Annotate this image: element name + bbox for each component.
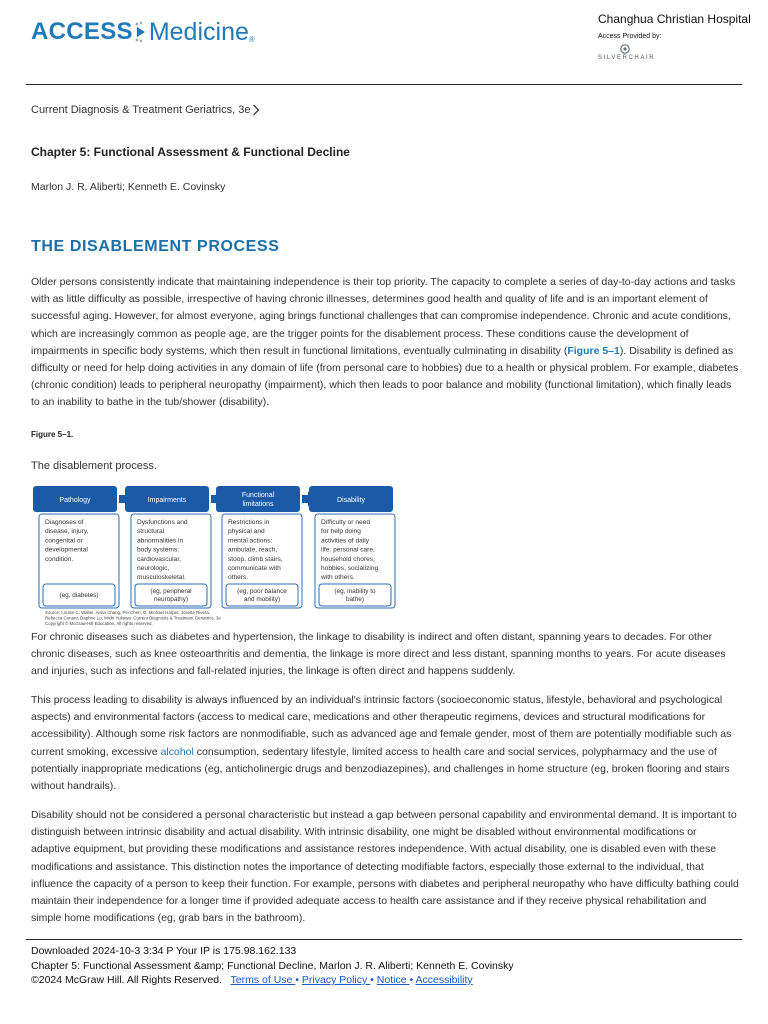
footer-chapter-info: Chapter 5: Functional Assessment &amp; Functional Decline, Marlon J. R. Aliberti; Kenneth E. Covinsky: [31, 960, 514, 972]
stage-description-line: body systems:: [137, 546, 180, 554]
stage-description-line: hobbies, socializing: [321, 565, 379, 572]
stage-example: (eg, inability to: [334, 588, 376, 595]
footer-download-info: Downloaded 2024-10-3 3:34 P Your IP is 175.98.162.133: [31, 945, 297, 957]
notice-link[interactable]: Notice: [376, 974, 410, 986]
stage-description-line: household chores,: [321, 555, 375, 563]
footer-copyright: ©2024 McGraw Hill. All Rights Reserved.: [31, 974, 222, 986]
chevron-right-icon: [252, 104, 260, 116]
logo-registered-mark: ®: [248, 35, 255, 44]
alcohol-link[interactable]: alcohol: [160, 745, 194, 758]
stage-description-line: condition.: [45, 555, 74, 563]
silverchair-name: SILVERCHAIR: [598, 55, 656, 61]
stage-description-line: Difficulty or need: [321, 519, 370, 526]
stage-example: (eg, poor balance: [237, 588, 287, 595]
paragraph-3-text-a: This process leading to disability is always influenced by an individual's intrinsic factors (socioeconomic status, lifestyle, behavioral and psychological aspects) and environmental factors (access to medical care, medications and other therapeutic regimens, devices and structural modifications for accessibility). Although some risk factors are nonmodifiable, such as advanced age and female gender, most of them are potentially modifiable such as current smoking, excessive: [31, 694, 732, 758]
logo-access-text: ACCESS: [31, 18, 133, 45]
stage-description-line: communicate with: [228, 565, 281, 572]
section-title: THE DISABLEMENT PROCESS: [31, 238, 280, 255]
figure-source-line: Source: Louise C. Walter, Anna Chang, Pei Chen, G. Michael Harper, Josette Rivera,: [45, 610, 211, 615]
stage-description-line: ambulate, reach,: [228, 546, 278, 554]
terms-of-use-link[interactable]: Terms of Use: [230, 974, 296, 986]
stage-description-line: neurologic,: [137, 565, 170, 572]
logo-medicine-text: Medicine: [148, 17, 249, 46]
stage-description-line: congenital or: [45, 537, 83, 545]
privacy-policy-link[interactable]: Privacy Policy: [301, 974, 371, 986]
stage-title: Functional: [241, 492, 275, 499]
disablement-process-figure: [31, 484, 401, 630]
breadcrumb-book-link[interactable]: Current Diagnosis & Treatment Geriatrics, 3e: [31, 104, 251, 116]
stage-description-line: disease, injury,: [45, 528, 89, 536]
figure-label: Figure 5–1.: [31, 430, 74, 439]
stage-header-box: [216, 486, 300, 512]
stage-description-line: physical and: [228, 528, 265, 536]
stage-description-line: abnormalities in: [137, 537, 184, 545]
header-divider: [26, 84, 742, 85]
institution-name: Changhua Christian Hospital: [598, 12, 751, 26]
footer-links-row: [31, 974, 473, 986]
logo-chevron-icon: [134, 21, 148, 43]
paragraph-3-text-b: consumption, sedentary lifestyle, limited access to health care and social services, polypharmacy and the use of potentially inappropriate medications (eg, anticholinergic drugs and benzodiazepines), and challenges in home structure (eg, broken flooring and stairs without handrails).: [31, 745, 730, 793]
paragraph-1-text-a: Older persons consistently indicate that maintaining independence is their top priority. The capacity to complete a series of day-to-day actions and tasks with as little difficulty as possible, irrespective of having chronic illnesses, determines good health and quality of life and is an important element of successful aging. However, for almost everyone, aging brings functional challenges that can compromise independence. Chronic and acute conditions, which are increasingly common as people age, are the trigger points for the disablement process. These conditions cause the development of impairments in specific body systems, which then result in functional limitations, eventually culminating in disability (: [31, 276, 736, 357]
paragraph-4: Disability should not be considered a personal characteristic but instead a gap between personal capability and environmental demand. It is important to distinguish between intrinsic disability and actual disability. With intrinsic disability, one might be disabled without environmental modifications or adaptive equipment, but providing these modifications and assistance restores independence. With actual disability, one is disabled even with these modifications and assistance. This distinction notes the importance of detecting modifiable factors, especially those external to the individual, that influence the capacity of a person to keep their function. For example, persons with diabetes and peripheral neuropathy who have difficulty bathing could maintain their independence for a longer time if provided adequate access to health care assistance and if they receive physical rehabilitation and simple home modifications (eg, grab bars in the bathroom).: [31, 809, 739, 925]
figure-source-line: Copyright © McGraw-Hill Education. All rights reserved.: [45, 621, 153, 626]
figure-source-line: Rebecca Conant, Daphne Lo, Michi Yukawa: Current Diagnosis & Treatment Geriatrics, 3e: [45, 615, 221, 621]
paragraph-2: For chronic diseases such as diabetes and hypertension, the linkage to disability is indirect and often distant, spanning years to decades. For other chronic diseases, such as knee osteoarthritis and dementia, the linkage is more direct and less distant, spanning months to years. For acute diseases and injuries, such as infections and fall-related injuries, the linkage is often direct and happens suddenly.: [31, 631, 726, 678]
stage-description-line: Restrictions in: [228, 519, 270, 526]
stage-description-line: cardiovascular,: [137, 555, 181, 563]
stage-description-line: Dysfunctions and: [137, 519, 188, 526]
accessibility-link[interactable]: Accessibility: [415, 974, 473, 986]
stage-description-line: for help doing: [321, 528, 361, 536]
stage-description-line: stoop, climb stairs,: [228, 555, 283, 563]
stage-description-line: structural: [137, 528, 165, 536]
footer-bullet: •: [295, 974, 299, 986]
stage-description-line: Diagnoses of: [45, 519, 84, 526]
stage-example: (eg, peripheral: [150, 588, 192, 595]
stage-description-line: musculoskeletal.: [137, 574, 186, 582]
access-provided-label: Access Provided by:: [598, 33, 662, 40]
stage-description-line: activities of daily: [321, 537, 370, 545]
chapter-title: Chapter 5: Functional Assessment & Functional Decline: [31, 145, 350, 159]
stage-example: neuropathy): [153, 596, 189, 603]
stage-title: limitations: [242, 501, 274, 508]
stage-description-line: life: personal care,: [321, 546, 375, 554]
paragraph-1-text-b: ). Disability is defined as difficulty or need for help doing activities in any domain of life (from personal care to hobbies) due to a health or physical problem. For example, diabetes (chronic condition) leads to peripheral neuropathy (impairment), which then leads to poor balance and mobility (functional limitation), which finally leads to an inability to bathe in the tub/shower (disability).: [31, 344, 739, 409]
stage-title: Disability: [336, 497, 366, 504]
stage-description-line: mental actions:: [228, 537, 273, 545]
stage-description-line: others.: [228, 574, 249, 582]
stage-example: (eg, diabetes): [59, 592, 99, 599]
paragraph-1: [31, 274, 739, 412]
breadcrumb[interactable]: [31, 104, 260, 116]
accessmedicine-logo[interactable]: [31, 12, 255, 52]
stage-description-line: with others.: [321, 574, 355, 582]
stage-description-line: developmental: [45, 546, 88, 554]
figure-caption: The disablement process.: [31, 460, 157, 472]
stage-example: and mobility): [243, 596, 281, 603]
paragraph-3: [31, 692, 739, 795]
footer-divider: [26, 939, 742, 940]
stage-title: Pathology: [59, 497, 91, 504]
footer-bullet: •: [409, 974, 414, 986]
stage-example: bathe): [345, 596, 365, 603]
footer-bullet: •: [370, 974, 374, 986]
stage-title: Impairments: [147, 497, 187, 504]
chapter-authors: Marlon J. R. Aliberti; Kenneth E. Covinsky: [31, 181, 226, 193]
figure-5-1-link[interactable]: Figure 5–1: [567, 344, 620, 357]
